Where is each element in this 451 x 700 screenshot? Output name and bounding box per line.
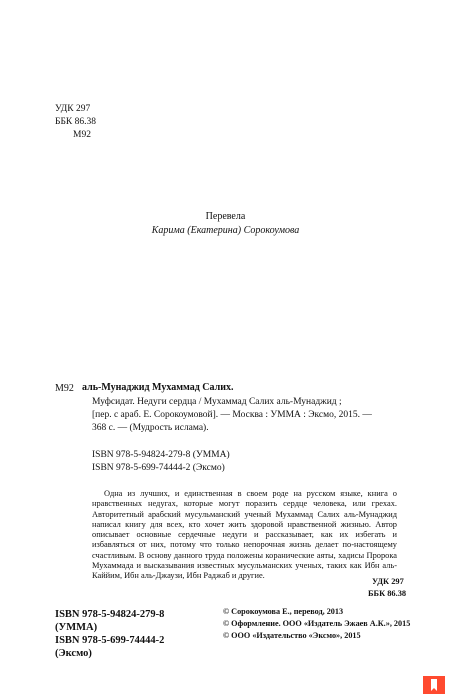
catalog-line: 368 с. — (Мудрость ислама).: [92, 423, 209, 433]
catalog-line: Муфсидат. Недуги сердца / Мухаммад Салих аль-Мунаджид ;: [92, 397, 342, 407]
catalog-isbn: ISBN 978-5-699-74444-2 (Эксмо): [92, 463, 225, 473]
book-annotation: Одна из лучших, и единственная в своем роде на русском языке, книга о нравственных недугах, которые могут поразить сердце человека, или грехах. Авторитетный арабский мусульманский ученый Мухаммад Салих аль-Мунаджид написал книгу для всех, кто хочет жить здоровой нравственной жизнью. Автор описывает основные сердечные недуги и рассказывает, как их избегать и избавляться от них, потому что только непорочная жизнь делает по-настоящему счастливым. В основу данного труда положены коранические аяты, хадисы Пророка Мухаммада и высказывания известных мусульманских ученых, таких как Ибн аль-Каййим, Ибн аль-Джаузи, Ибн Раджаб и другие.: [92, 489, 397, 581]
isbn-publisher: (УММА): [55, 622, 98, 633]
catalog-author: аль-Мунаджид Мухаммад Салих.: [82, 382, 234, 393]
udk-code: УДК 297: [55, 104, 91, 114]
isbn-line: ISBN 978-5-94824-279-8: [55, 609, 165, 620]
author-mark: М92: [73, 130, 91, 140]
translated-by-label: Перевела: [205, 211, 246, 222]
copyright-line: © Сорокоумова Е., перевод, 2013: [223, 607, 344, 616]
catalog-isbn: ISBN 978-5-94824-279-8 (УММА): [92, 450, 230, 460]
copyright-line: © Оформление. ООО «Издатель Эжаев А.К.», 2015: [223, 619, 411, 628]
bbk-code-bottom: ББК 86.38: [368, 589, 407, 598]
isbn-publisher: (Эксмо): [55, 648, 92, 659]
translator-name: Карима (Екатерина) Сорокоумова: [151, 225, 300, 236]
isbn-line: ISBN 978-5-699-74444-2: [55, 635, 165, 646]
bookmark-icon[interactable]: [423, 676, 445, 694]
copyright-line: © ООО «Издательство «Эксмо», 2015: [223, 631, 361, 640]
udk-code-bottom: УДК 297: [372, 577, 404, 586]
catalog-code: М92: [55, 383, 74, 394]
bbk-code: ББК 86.38: [55, 117, 96, 127]
catalog-line: [пер. с араб. Е. Сорокоумовой]. — Москва : УММА : Эксмо, 2015. —: [92, 410, 372, 420]
